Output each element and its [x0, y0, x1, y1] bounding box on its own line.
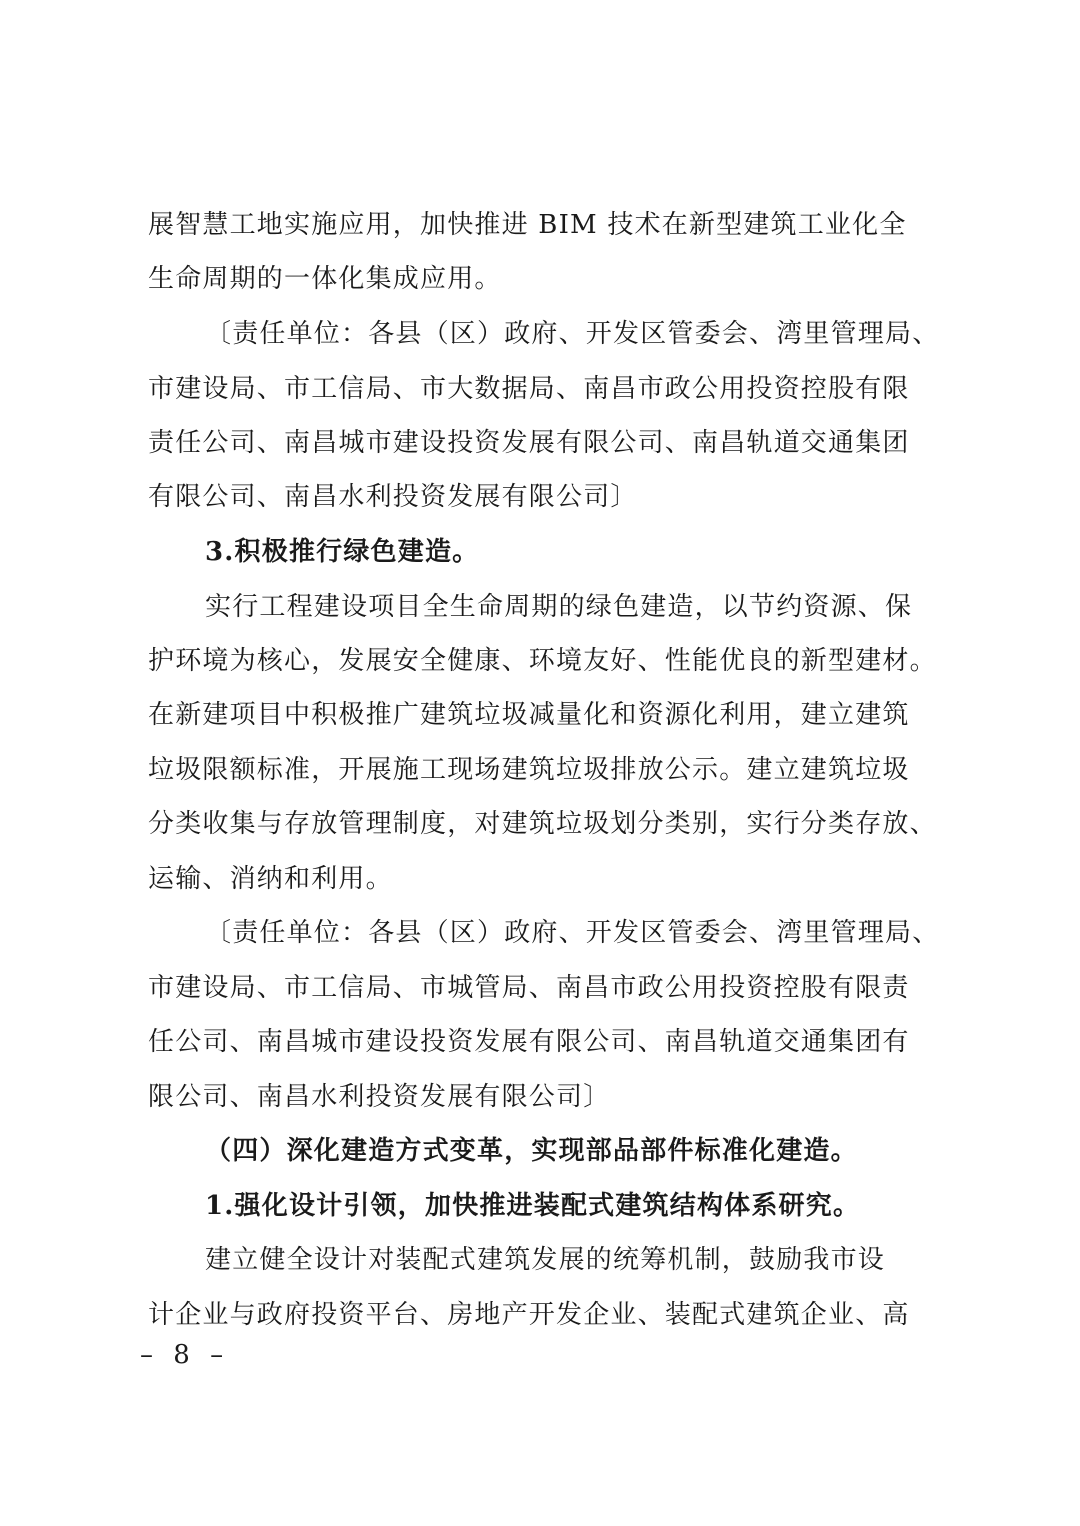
body-text-line: 展智慧工地实施应用，加快推进 BIM 技术在新型建筑工业化全 [148, 210, 907, 240]
body-text-line: 建立健全设计对装配式建筑发展的统筹机制，鼓励我市设 [205, 1245, 886, 1275]
body-text-line: 垃圾限额标准，开展施工现场建筑垃圾排放公示。建立建筑垃圾 [148, 755, 910, 785]
body-text-line: 计企业与政府投资平台、房地产开发企业、装配式建筑企业、高 [148, 1300, 910, 1330]
body-text-line: 运输、消纳和利用。 [148, 864, 393, 894]
section-heading: （四）深化建造方式变革，实现部品部件标准化建造。 [205, 1136, 858, 1166]
responsibility-note-line: 责任公司、南昌城市建设投资发展有限公司、南昌轨道交通集团 [148, 428, 910, 458]
responsibility-note-line: 市建设局、市工信局、市城管局、南昌市政公用投资控股有限责 [148, 973, 910, 1003]
body-text-line: 分类收集与存放管理制度，对建筑垃圾划分类别，实行分类存放、 [148, 809, 937, 839]
responsibility-note-line: 有限公司、南昌水利投资发展有限公司〕 [148, 482, 638, 512]
subsection-heading: 1.强化设计引领，加快推进装配式建筑结构体系研究。 [205, 1191, 861, 1221]
responsibility-note-line: 限公司、南昌水利投资发展有限公司〕 [148, 1082, 611, 1112]
responsibility-note-line: 〔责任单位：各县（区）政府、开发区管委会、湾里管理局、 [205, 918, 940, 948]
responsibility-note-line: 市建设局、市工信局、市大数据局、南昌市政公用投资控股有限 [148, 374, 910, 404]
responsibility-note-line: 〔责任单位：各县（区）政府、开发区管委会、湾里管理局、 [205, 319, 940, 349]
section-heading: 3.积极推行绿色建造。 [205, 537, 480, 567]
responsibility-note-line: 任公司、南昌城市建设投资发展有限公司、南昌轨道交通集团有 [148, 1027, 910, 1057]
body-text-line: 护环境为核心，发展安全健康、环境友好、性能优良的新型建材。 [148, 646, 937, 676]
body-text-line: 生命周期的一体化集成应用。 [148, 264, 502, 294]
body-text-line: 在新建项目中积极推广建筑垃圾减量化和资源化利用，建立建筑 [148, 700, 910, 730]
page-number: – 8 – [140, 1340, 230, 1370]
body-text-line: 实行工程建设项目全生命周期的绿色建造，以节约资源、保 [205, 592, 913, 622]
